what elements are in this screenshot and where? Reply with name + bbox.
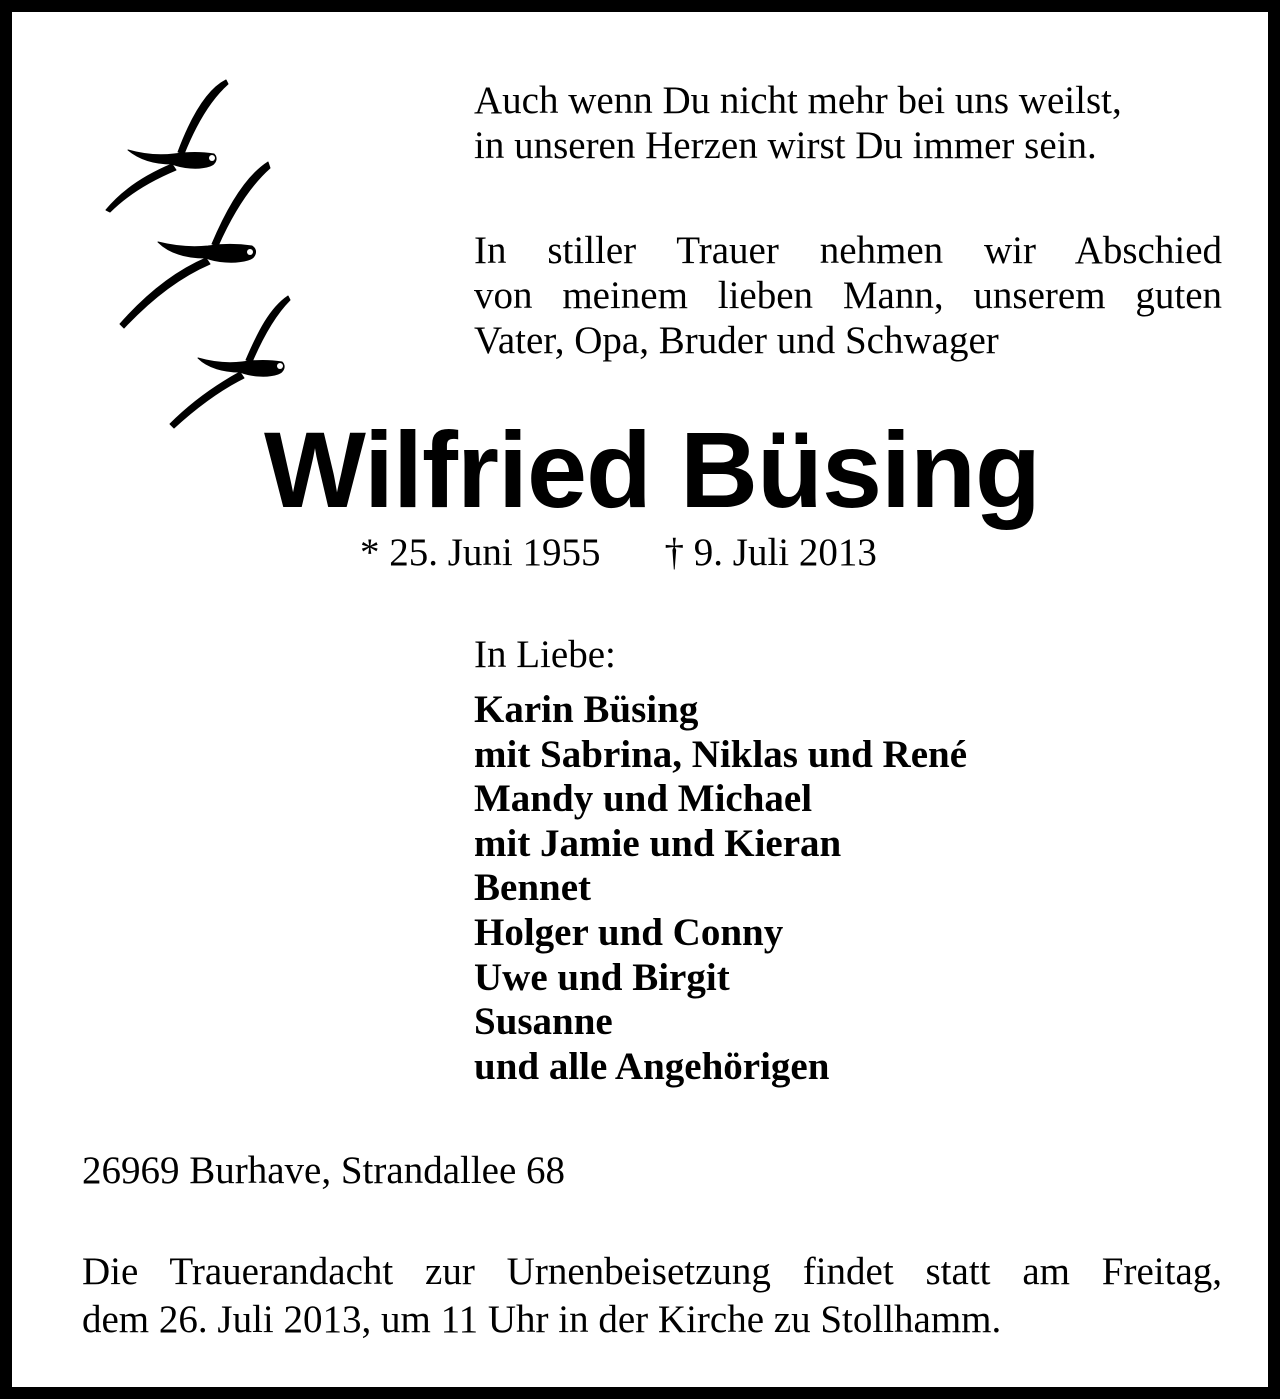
verse-line: Auch wenn Du nicht mehr bei uns weilst, bbox=[474, 79, 1122, 122]
mourner-line: und alle Angehörigen bbox=[474, 1044, 830, 1088]
service-line: Die Trauerandacht zur Urnenbeisetzung findet statt am Freitag, bbox=[82, 1250, 1222, 1293]
farewell-text bbox=[474, 228, 1222, 363]
mourner-line: mit Jamie und Kieran bbox=[474, 821, 842, 865]
farewell-line: In stiller Trauer nehmen wir Abschied bbox=[474, 229, 1222, 272]
life-dates bbox=[360, 530, 877, 575]
farewell-line: von meinem lieben Mann, unserem guten bbox=[474, 274, 1222, 317]
service-line: dem 26. Juli 2013, um 11 Uhr in der Kirche zu Stollhamm. bbox=[82, 1298, 1002, 1341]
birth-date: * 25. Juni 1955 bbox=[360, 531, 601, 574]
mourner-line: Bennet bbox=[474, 866, 591, 910]
mourners-list bbox=[474, 688, 967, 1089]
service-announcement bbox=[82, 1248, 1222, 1344]
mourner-line: Holger und Conny bbox=[474, 910, 784, 954]
farewell-line: Vater, Opa, Bruder und Schwager bbox=[474, 319, 999, 362]
mourner-line: mit Sabrina, Niklas und René bbox=[474, 732, 968, 776]
mourner-line: Mandy und Michael bbox=[474, 777, 813, 821]
mourner-line: Karin Büsing bbox=[474, 688, 699, 731]
mourner-line: Susanne bbox=[474, 1000, 613, 1044]
seagulls-illustration bbox=[98, 70, 308, 440]
mourner-line: Uwe und Birgit bbox=[474, 955, 730, 999]
deceased-name: Wilfried Büsing bbox=[263, 409, 1040, 530]
death-date: † 9. Juli 2013 bbox=[664, 531, 877, 574]
love-label: In Liebe: bbox=[474, 633, 616, 676]
seagull-icon bbox=[106, 80, 228, 212]
verse bbox=[474, 78, 1222, 168]
verse-line: in unseren Herzen wirst Du immer sein. bbox=[474, 124, 1097, 167]
family-address: 26969 Burhave, Strandallee 68 bbox=[82, 1149, 566, 1192]
